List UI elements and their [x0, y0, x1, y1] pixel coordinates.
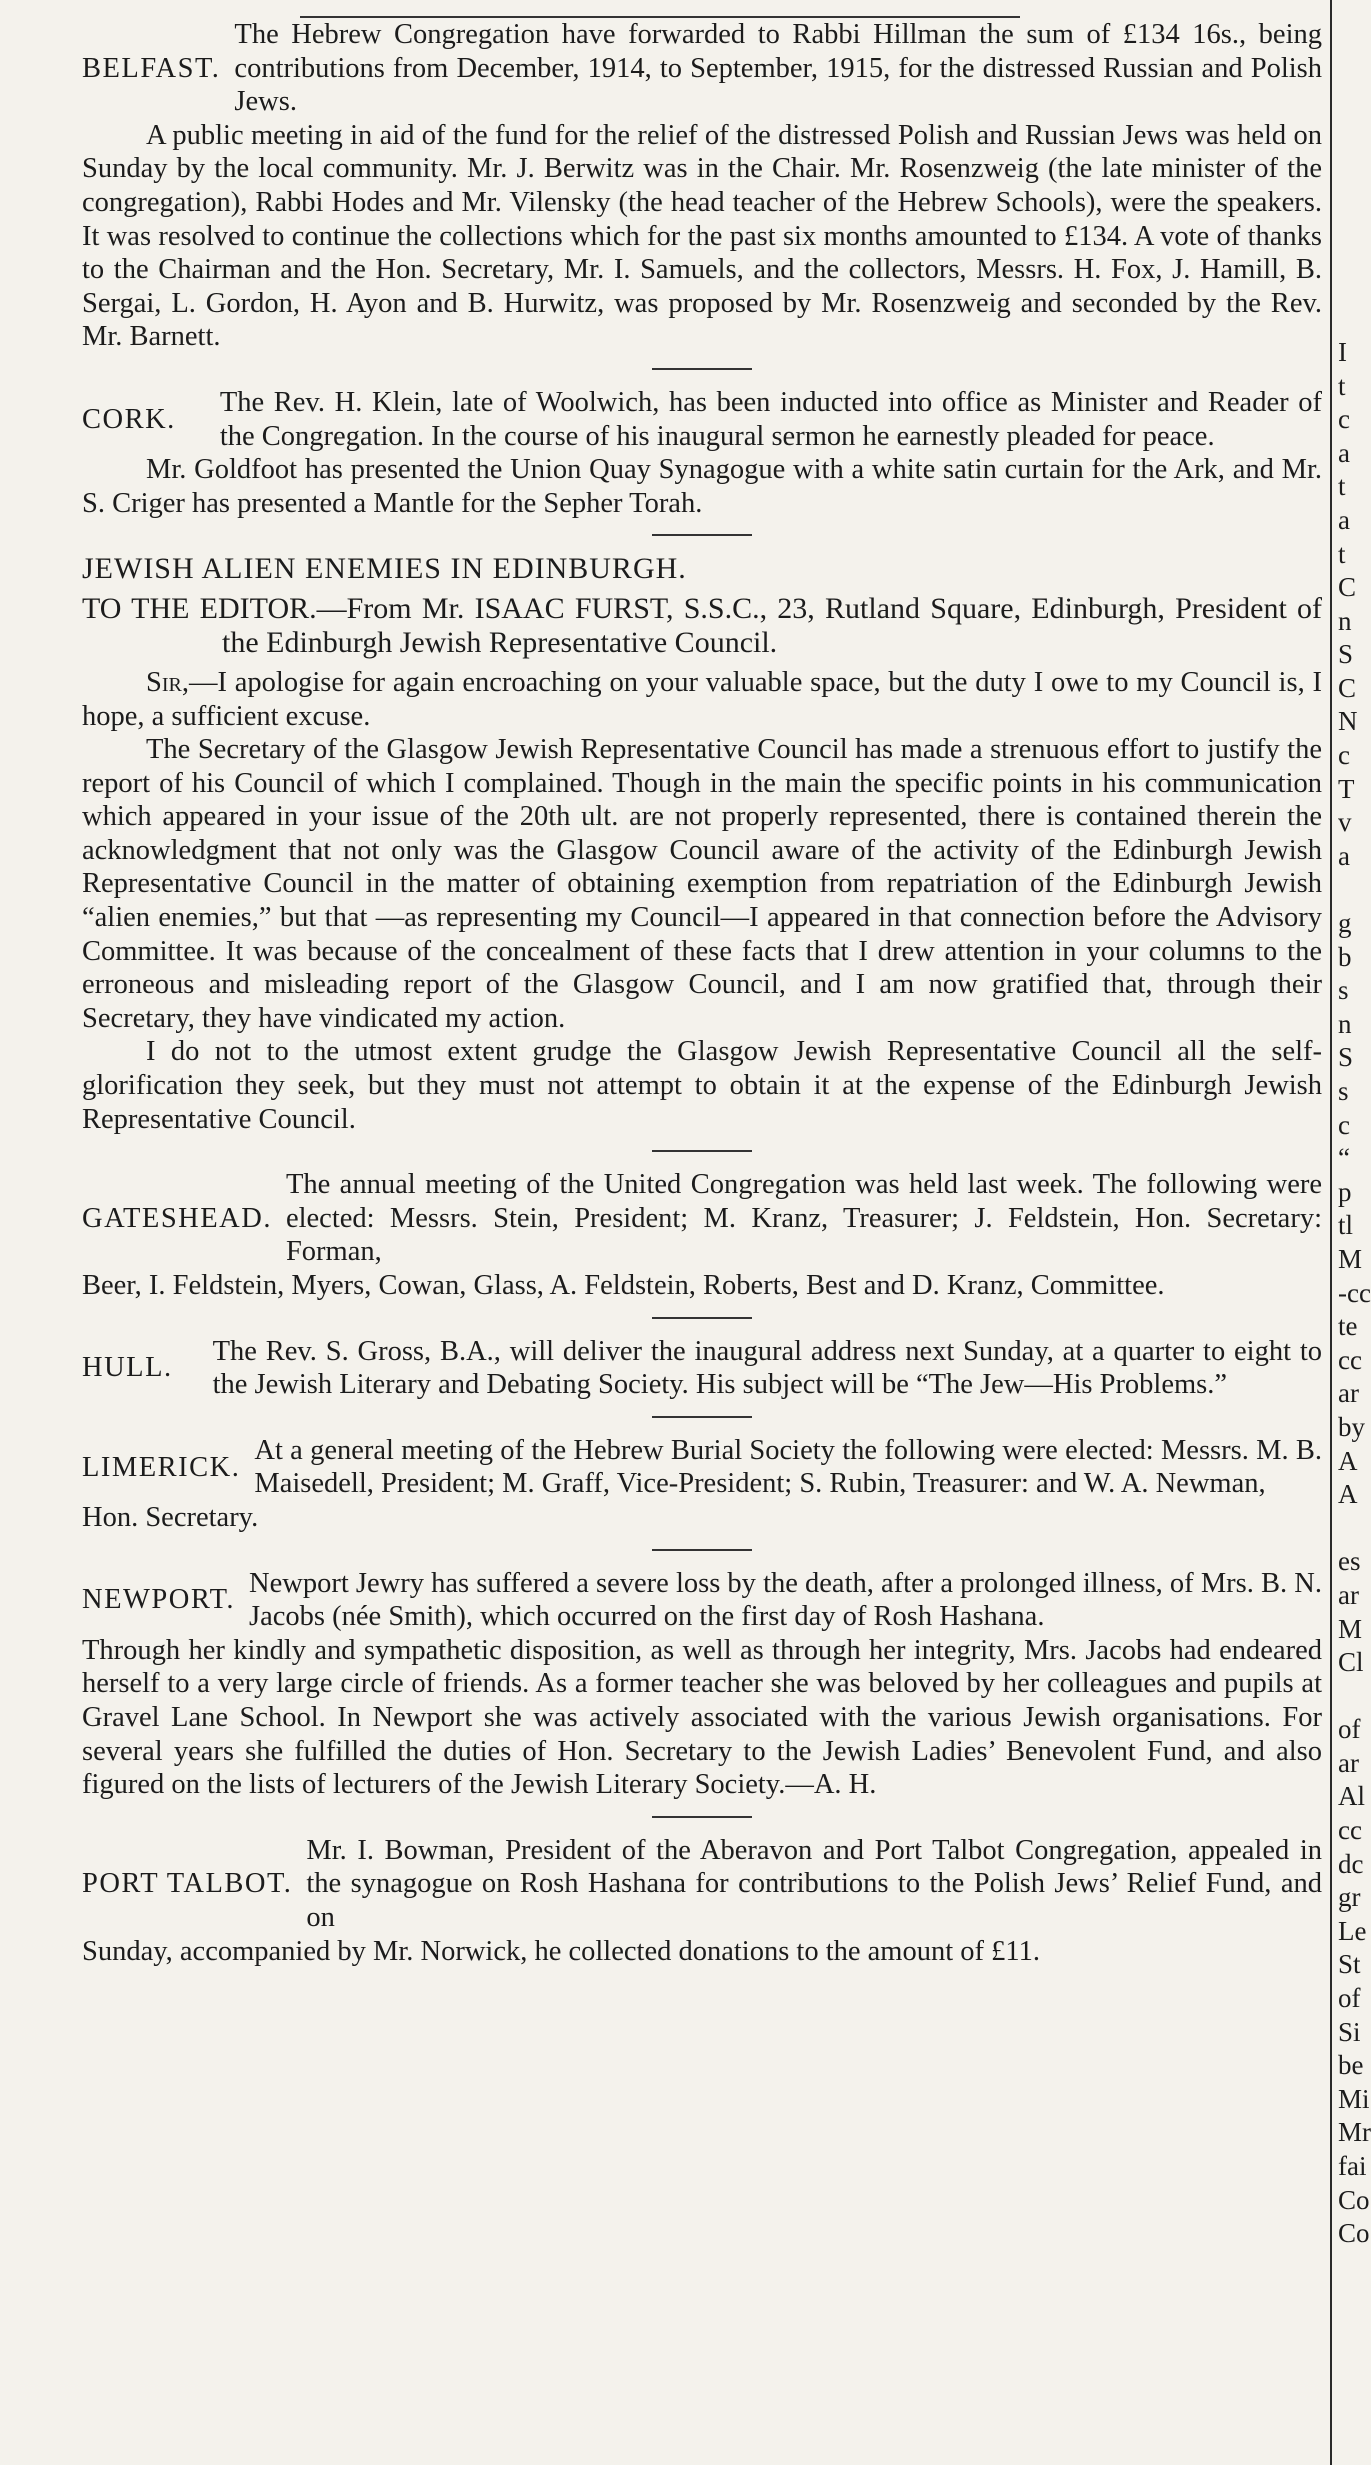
side-fragment: c [1338, 1109, 1350, 1140]
side-fragment: Mr [1338, 2117, 1371, 2148]
section-lead: Mr. I. Bowman, President of the Aberavon and Port Talbot Congregation, appealed in the synagogue on Rosh Hashana for contributions to the Polish Jews’ Relief Fund, and on [306, 1834, 1322, 1933]
side-fragment: be [1338, 2050, 1364, 2081]
side-fragment [1338, 1512, 1366, 1546]
section-limerick [82, 1434, 1322, 1535]
article-headline: JEWISH ALIEN ENEMIES IN EDINBURGH. [82, 552, 687, 586]
side-fragment: of [1338, 1714, 1361, 1745]
side-fragment [1338, 67, 1366, 101]
side-fragment [1338, 302, 1366, 336]
side-fragment [1338, 202, 1366, 236]
side-fragment: a [1338, 437, 1350, 468]
side-fragment: ar [1338, 1579, 1359, 1610]
section-divider [652, 534, 752, 536]
side-fragment [1338, 269, 1366, 303]
side-fragment: s [1338, 975, 1349, 1006]
side-fragment [1338, 0, 1366, 34]
side-fragment: b [1338, 941, 1352, 972]
section-divider [652, 1416, 752, 1418]
section-hull [82, 1335, 1322, 1402]
side-fragment: a [1338, 840, 1350, 871]
side-fragment: T [1338, 773, 1355, 804]
side-fragment [1338, 235, 1366, 269]
section-paragraph: A public meeting in aid of the fund for the relief of the distressed Polish and Russian Jews was held on Sunday by the local community. Mr. J. Berwitz was in the Chair. Mr. Rosenzweig (the late minister of the congregation), Rabbi Hodes and Mr. Vilensky (the head teacher of the Hebrew Schools), were the speakers. It was resolved to continue the collections which for the past six months amounted to £134. A vote of thanks to the Chairman and the Hon. Secretary, Mr. I. Samuels, and the collectors, Messrs. H. Fox, J. Hamill, B. Sergai, L. Gordon, H. Ayon and B. Hurwitz, was proposed by Mr. Rosenzweig and seconded by the Rev. Mr. Barnett. [82, 119, 1322, 353]
side-fragment: Co [1338, 2218, 1370, 2249]
side-fragment: t [1338, 370, 1346, 401]
side-fragment: cc [1338, 1344, 1362, 1375]
section-cork [82, 386, 1322, 520]
side-fragment: A [1338, 1479, 1358, 1510]
side-fragment: “ [1338, 1143, 1350, 1174]
side-fragment: Mi [1338, 2083, 1370, 2114]
side-fragment: dc [1338, 1848, 1364, 1879]
side-fragment: by [1338, 1411, 1365, 1442]
side-fragment: St [1338, 1949, 1361, 1980]
side-fragment: ar [1338, 1747, 1359, 1778]
side-fragment: t [1338, 471, 1346, 502]
side-fragment: of [1338, 1983, 1361, 2014]
side-fragment: N [1338, 706, 1358, 737]
section-lead: At a general meeting of the Hebrew Burial Society the following were elected: Messrs. M. B. Maisedell, President; M. Graff, Vice-President; S. Rubin, Treasurer: and W. A. Newman, [254, 1434, 1322, 1500]
place-heading: CORK. [82, 403, 176, 435]
section-lead: The Rev. S. Gross, B.A., will deliver the inaugural address next Sunday, at a quarter to eight to the Jewish Literary and Debating Society. His subject will be “The Jew—His Problems.” [212, 1335, 1322, 1401]
side-fragment: A [1338, 1445, 1358, 1476]
side-fragment: tl [1338, 1210, 1354, 1241]
letter-paragraph-2: The Secretary of the Glasgow Jewish Representative Council has made a strenuous effort to justify the report of his Council of which I complained. Though in the main the specific points in his communication which appeared in your issue of the 20th ult. are not properly represented, there is contained therein the acknowledgment that not only was the Glasgow Council aware of the activity of the Edinburgh Jewish Representative Council in the matter of obtaining exemption from repatriation of the Edinburgh Jewish “alien enemies,” but that —as representing my Council—I appeared in that connection before the Advisory Committee. It was because of the concealment of these facts that I drew attention in your columns to the erroneous and misleading report of the Glasgow Council, and I am now gratified that, through their Secretary, they have vindicated my action. [82, 734, 1322, 1034]
section-paragraph: Sunday, accompanied by Mr. Norwick, he collected donations to the amount of £11. [82, 1935, 1040, 1967]
place-heading: NEWPORT. [82, 1584, 236, 1616]
side-fragment: Si [1338, 2016, 1361, 2047]
side-fragment: t [1338, 538, 1346, 569]
side-fragment: M [1338, 1243, 1363, 1274]
place-heading: BELFAST. [82, 52, 221, 84]
side-fragment [1338, 134, 1366, 168]
adjacent-column-fragment [1338, 0, 1371, 2465]
side-fragment: n [1338, 605, 1352, 636]
section-divider [652, 368, 752, 370]
side-fragment: a [1338, 504, 1350, 535]
side-fragment: s [1338, 1076, 1349, 1106]
letter-paragraph-1 [82, 666, 1322, 733]
side-fragment [1338, 34, 1366, 68]
place-heading: PORT TALBOT. [82, 1868, 293, 1900]
side-fragment: Al [1338, 1781, 1365, 1812]
side-fragment: Le [1338, 1915, 1367, 1946]
side-fragment: I [1338, 336, 1347, 367]
side-fragment: c [1338, 740, 1350, 771]
section-lead: The Rev. H. Klein, late of Woolwich, has been inducted into office as Minister and Reader of the Congregation. In the course of his inaugural sermon he earnestly pleaded for peace. [219, 386, 1322, 452]
section-belfast [82, 18, 1322, 354]
side-fragment [1338, 1680, 1366, 1714]
side-fragment: te [1338, 1311, 1358, 1342]
side-fragment: C [1338, 672, 1357, 703]
letter-paragraph-3: I do not to the utmost extent grudge the Glasgow Jewish Representative Council all the self-glorification they seek, but they must not attempt to obtain it at the expense of the Edinburgh Jewish Representative Council. [82, 1036, 1322, 1135]
section-lead: Newport Jewry has suffered a severe loss by the death, after a prolonged illness, of Mrs. B. N. Jacobs (née Smith), which occurred on the first day of Rosh Hashana. [249, 1567, 1322, 1633]
column-rule [1330, 0, 1332, 2465]
side-fragment: Co [1338, 2184, 1370, 2215]
section-divider [652, 1317, 752, 1319]
section-port-talbot [82, 1834, 1322, 1968]
section-divider [652, 1549, 752, 1551]
place-heading: LIMERICK. [82, 1451, 241, 1483]
main-column [82, 18, 1322, 1968]
side-fragment: ar [1338, 1378, 1359, 1409]
section-edinburgh [82, 552, 1322, 1136]
side-fragment: cc [1338, 1815, 1362, 1846]
section-gateshead [82, 1168, 1322, 1302]
editor-line: TO THE EDITOR.—From Mr. ISAAC FURST, S.S.C., 23, Rutland Square, Edinburgh, President of the Edinburgh Jewish Representative Council. [82, 591, 1322, 659]
section-paragraph: Mr. Goldfoot has presented the Union Quay Synagogue with a white satin curtain for the Ark, and Mr. S. Criger has presented a Mantle for the Sepher Torah. [82, 454, 1322, 519]
side-fragment: M [1338, 1613, 1363, 1644]
side-fragment: p [1338, 1176, 1352, 1207]
side-fragment [1338, 873, 1366, 907]
section-lead: The annual meeting of the United Congregation was held last week. The following were elected: Messrs. Stein, President; M. Kranz, Treasurer; J. Feldstein, Hon. Secretary: Forman, [285, 1169, 1322, 1268]
side-fragment: C [1338, 572, 1357, 603]
side-fragment: -cc [1338, 1277, 1371, 1308]
place-heading: GATESHEAD. [82, 1202, 272, 1234]
section-divider [652, 1150, 752, 1152]
side-fragment [1338, 101, 1366, 135]
salutation: Sir, [146, 666, 189, 698]
side-fragment: g [1338, 908, 1352, 939]
side-fragment: S [1338, 639, 1354, 670]
letter-text: —I apologise for again encroaching on your valuable space, but the duty I owe to my Council is, I hope, a sufficient excuse. [82, 666, 1322, 732]
section-lead: The Hebrew Congregation have forwarded to Rabbi Hillman the sum of £134 16s., being contributions from December, 1914, to September, 1915, for the distressed Russian and Polish Jews. [234, 19, 1322, 118]
side-fragment: Cl [1338, 1647, 1364, 1678]
side-fragment: fai [1338, 2151, 1367, 2181]
side-fragment: S [1338, 1042, 1354, 1073]
side-fragment [1338, 168, 1366, 202]
section-paragraph: Through her kindly and sympathetic disposition, as well as through her integrity, Mrs. Jacobs had endeared herself to a very large circle of friends. As a former teacher she was beloved by her colleagues and pupils at Gravel Lane School. In Newport she was actively associated with the various Jewish organisations. For several years she fulfilled the duties of Hon. Secretary to the Jewish Ladies’ Benevolent Fund, and also figured on the lists of lecturers of the Jewish Literary Society.—A. H. [82, 1634, 1322, 1801]
section-divider [652, 1816, 752, 1818]
section-newport [82, 1567, 1322, 1802]
section-paragraph: Beer, I. Feldstein, Myers, Cowan, Glass, A. Feldstein, Roberts, Best and D. Kranz, Committee. [82, 1270, 1165, 1301]
side-fragment: gr [1338, 1882, 1361, 1913]
side-fragment: es [1338, 1546, 1361, 1577]
side-fragment: n [1338, 1008, 1352, 1039]
side-fragment: v [1338, 807, 1352, 838]
section-paragraph: Hon. Secretary. [82, 1501, 259, 1533]
place-heading: HULL. [82, 1352, 173, 1384]
side-fragment: c [1338, 404, 1350, 435]
